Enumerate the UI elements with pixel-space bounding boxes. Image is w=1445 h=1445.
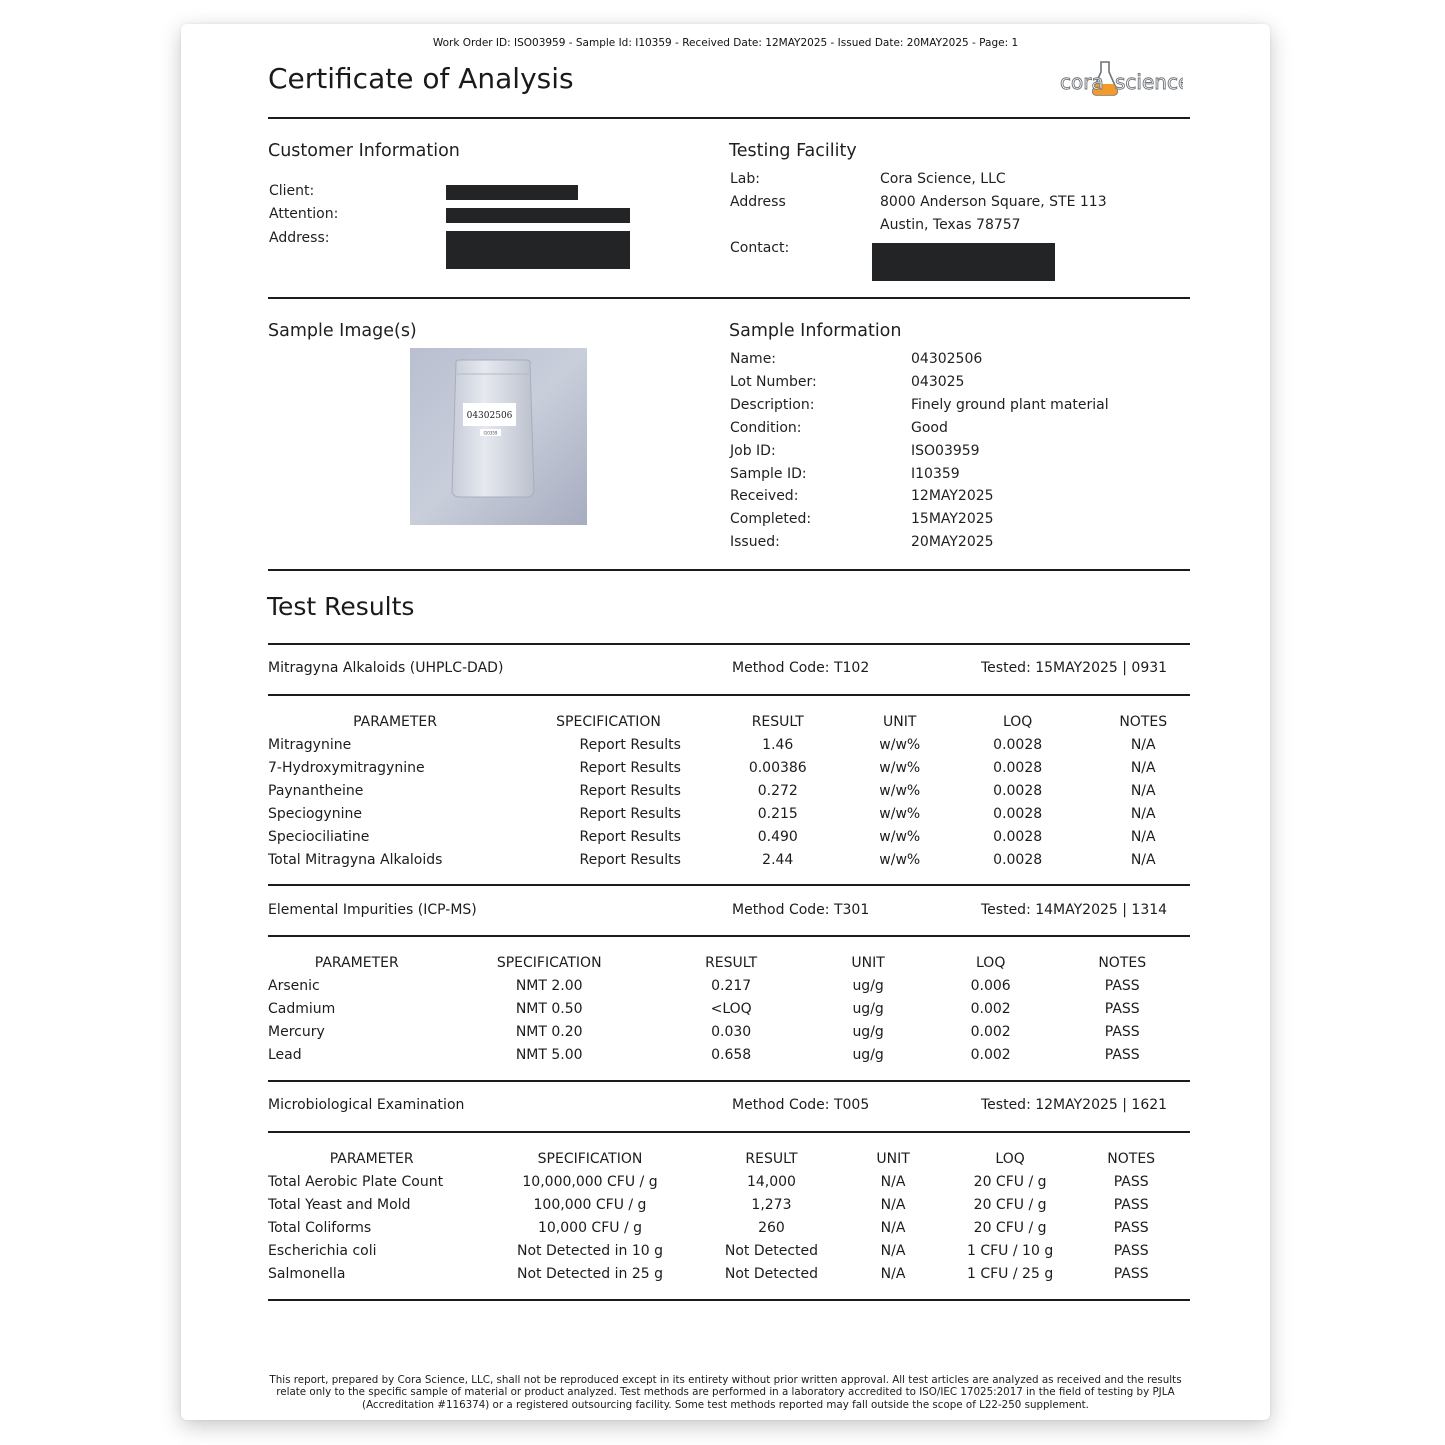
- column-header: UNIT: [876, 1150, 910, 1167]
- method-code: Method Code: T005: [732, 1097, 870, 1113]
- column-header: UNIT: [851, 954, 885, 971]
- method-code: Method Code: T102: [732, 660, 870, 676]
- column-header: RESULT: [751, 713, 804, 730]
- sample-info-value: I10359: [911, 465, 960, 482]
- test-section-name: Mitragyna Alkaloids (UHPLC-DAD): [268, 660, 504, 676]
- unit-cell: N/A: [880, 1242, 906, 1259]
- parameter-cell: Mercury: [268, 1023, 325, 1040]
- column-header: SPECIFICATION: [496, 954, 602, 971]
- table-header-row: [268, 710, 1190, 733]
- result-cell: Not Detected: [724, 1242, 819, 1259]
- results-table: [268, 710, 1190, 871]
- divider: [268, 569, 1190, 571]
- table-row: [268, 1170, 1190, 1193]
- parameter-cell: Paynantheine: [268, 782, 364, 799]
- unit-cell: w/w%: [879, 759, 921, 776]
- result-cell: 1,273: [751, 1196, 792, 1213]
- table-row: [268, 1020, 1190, 1043]
- table-row: [268, 997, 1190, 1020]
- table-row: [268, 825, 1190, 848]
- notes-cell: N/A: [1130, 805, 1156, 822]
- notes-cell: PASS: [1104, 1000, 1140, 1017]
- result-cell: 260: [758, 1219, 785, 1236]
- column-header: NOTES: [1107, 1150, 1156, 1167]
- parameter-cell: Escherichia coli: [268, 1242, 377, 1259]
- sample-info-label: Job ID:: [730, 442, 776, 459]
- result-cell: 0.215: [757, 805, 798, 822]
- specification-cell: NMT 5.00: [515, 1046, 583, 1063]
- specification-cell: NMT 0.50: [515, 1000, 583, 1017]
- specification-cell: Report Results: [579, 805, 681, 822]
- loq-cell: 0.0028: [993, 851, 1043, 868]
- sample-info-value: ISO03959: [911, 442, 980, 459]
- result-cell: Not Detected: [724, 1265, 819, 1282]
- unit-cell: ug/g: [852, 1000, 884, 1017]
- unit-cell: w/w%: [879, 851, 921, 868]
- lab-label: Lab:: [730, 171, 760, 187]
- tested-date: Tested: 15MAY2025 | 0931: [981, 660, 1168, 676]
- logo-text-science: science: [1115, 70, 1183, 94]
- column-header: PARAMETER: [353, 713, 438, 730]
- result-cell: 0.030: [711, 1023, 752, 1040]
- table-row: [268, 1239, 1190, 1262]
- table-row: [268, 848, 1190, 871]
- logo-text-cora: cora: [1060, 70, 1104, 94]
- contact-label: Contact:: [730, 240, 790, 256]
- unit-cell: ug/g: [852, 977, 884, 994]
- divider: [268, 117, 1190, 119]
- divider: [268, 297, 1190, 299]
- specification-cell: NMT 0.20: [515, 1023, 583, 1040]
- column-header: NOTES: [1098, 954, 1147, 971]
- facility-address-line1: 8000 Anderson Square, STE 113: [880, 194, 1107, 210]
- divider: [268, 935, 1190, 937]
- sample-info-label: Completed:: [730, 511, 812, 528]
- column-header: RESULT: [745, 1150, 798, 1167]
- column-header: SPECIFICATION: [556, 713, 661, 730]
- sample-info-value: 04302506: [911, 351, 983, 367]
- divider: [268, 1080, 1190, 1082]
- sample-bag-image: [410, 348, 587, 525]
- sample-info-label: Condition:: [730, 419, 802, 436]
- loq-cell: 0.002: [970, 1000, 1011, 1017]
- result-cell: 0.272: [757, 782, 798, 799]
- parameter-cell: Lead: [268, 1046, 302, 1063]
- lab-value: Cora Science, LLC: [880, 171, 1006, 187]
- divider: [268, 1299, 1190, 1301]
- results-table: [268, 951, 1190, 1066]
- unit-cell: N/A: [880, 1173, 906, 1190]
- address-redaction: [446, 231, 630, 269]
- divider: [268, 884, 1190, 886]
- table-row: [268, 974, 1190, 997]
- result-cell: 2.44: [762, 851, 794, 868]
- table-row: [268, 779, 1190, 802]
- loq-cell: 0.0028: [993, 736, 1043, 753]
- loq-cell: 0.006: [970, 977, 1011, 994]
- test-section-name: Microbiological Examination: [268, 1097, 465, 1113]
- result-cell: 0.00386: [748, 759, 807, 776]
- client-redaction: [446, 185, 578, 200]
- unit-cell: N/A: [880, 1265, 906, 1282]
- sample-info-value: 12MAY2025: [911, 488, 994, 505]
- tested-date: Tested: 14MAY2025 | 1314: [981, 902, 1168, 918]
- notes-cell: PASS: [1113, 1219, 1149, 1236]
- loq-cell: 0.0028: [993, 805, 1043, 822]
- unit-cell: N/A: [880, 1219, 906, 1236]
- column-header: UNIT: [883, 713, 917, 730]
- column-header: NOTES: [1119, 713, 1168, 730]
- results-table: [268, 1147, 1190, 1285]
- result-cell: 0.490: [757, 828, 798, 845]
- notes-cell: PASS: [1104, 1023, 1140, 1040]
- specification-cell: Report Results: [579, 736, 681, 753]
- client-label: Client:: [269, 183, 315, 199]
- loq-cell: 20 CFU / g: [973, 1173, 1047, 1190]
- customer-info-heading: Customer Information: [268, 141, 460, 161]
- table-row: [268, 733, 1190, 756]
- column-header: LOQ: [976, 954, 1006, 971]
- table-row: [268, 756, 1190, 779]
- disclaimer-footer: This report, prepared by Cora Science, LLC, shall not be reproduced except in its entirety without prior written approval. All test articles are analyzed as received and the results relate only to the specific sample of material or product analyzed. Test methods are performed in a laboratory accredited to ISO/IEC 17025:2017 in the field of testing by PJLA (Accreditation #116374) or a registered outsourcing facility. Some test methods reported may fall outside the scope of L22-250 supplement.: [269, 1374, 1182, 1411]
- column-header: RESULT: [705, 954, 758, 971]
- parameter-cell: Total Aerobic Plate Count: [268, 1173, 444, 1190]
- parameter-cell: Mitragynine: [268, 736, 352, 753]
- column-header: LOQ: [995, 1150, 1025, 1167]
- loq-cell: 0.0028: [993, 782, 1043, 799]
- sample-info-label: Received:: [730, 488, 799, 505]
- table-row: [268, 802, 1190, 825]
- loq-cell: 0.0028: [993, 759, 1043, 776]
- divider: [268, 643, 1190, 645]
- result-cell: 0.217: [711, 977, 752, 994]
- test-results-heading: Test Results: [267, 592, 415, 621]
- table-header-row: [268, 1147, 1190, 1170]
- sample-info-label: Description:: [730, 396, 815, 413]
- page-title: Certificate of Analysis: [268, 62, 574, 95]
- specification-cell: Report Results: [579, 782, 681, 799]
- certificate-page: [181, 24, 1270, 1420]
- work-order-line: Work Order ID: ISO03959 - Sample Id: I10359 - Received Date: 12MAY2025 - Issued Date: 20MAY2025 - Page: 1: [432, 37, 1019, 49]
- result-cell: 0.658: [711, 1046, 752, 1063]
- testing-facility-heading: Testing Facility: [729, 141, 857, 161]
- table-row: [268, 1193, 1190, 1216]
- result-cell: <LOQ: [710, 1000, 752, 1017]
- facility-address-line2: Austin, Texas 78757: [880, 217, 1021, 233]
- parameter-cell: Speciogynine: [268, 805, 362, 822]
- divider: [268, 1131, 1190, 1133]
- sample-info-label: Name:: [730, 351, 777, 367]
- specification-cell: NMT 2.00: [515, 977, 583, 994]
- bag-label-text: 04302506: [466, 411, 513, 421]
- specification-cell: Report Results: [579, 851, 681, 868]
- divider: [268, 694, 1190, 696]
- loq-cell: 20 CFU / g: [973, 1196, 1047, 1213]
- attention-label: Attention:: [269, 206, 339, 222]
- parameter-cell: Total Mitragyna Alkaloids: [268, 851, 443, 868]
- parameter-cell: Arsenic: [268, 977, 320, 994]
- result-cell: 14,000: [746, 1173, 796, 1190]
- specification-cell: Report Results: [579, 828, 681, 845]
- sample-info-label: Sample ID:: [730, 465, 807, 482]
- sample-photo[interactable]: [410, 348, 587, 525]
- method-code: Method Code: T301: [732, 902, 870, 918]
- specification-cell: Not Detected in 25 g: [517, 1265, 663, 1282]
- table-header-row: [268, 951, 1190, 974]
- sample-info-value: Good: [911, 419, 948, 436]
- loq-cell: 1 CFU / 25 g: [967, 1265, 1054, 1282]
- specification-cell: 10,000,000 CFU / g: [522, 1173, 658, 1190]
- unit-cell: w/w%: [879, 828, 921, 845]
- parameter-cell: 7-Hydroxymitragynine: [268, 759, 425, 776]
- notes-cell: N/A: [1130, 851, 1156, 868]
- test-section-name: Elemental Impurities (ICP-MS): [268, 902, 477, 918]
- notes-cell: N/A: [1130, 736, 1156, 753]
- sample-info-heading: Sample Information: [729, 321, 902, 341]
- sample-info-label: Issued:: [730, 534, 780, 551]
- address-label: Address:: [269, 230, 330, 246]
- unit-cell: w/w%: [879, 805, 921, 822]
- unit-cell: w/w%: [879, 736, 921, 753]
- parameter-cell: Cadmium: [268, 1000, 336, 1017]
- notes-cell: PASS: [1104, 1046, 1140, 1063]
- unit-cell: ug/g: [852, 1023, 884, 1040]
- parameter-cell: Salmonella: [268, 1265, 346, 1282]
- notes-cell: PASS: [1113, 1173, 1149, 1190]
- facility-address-label: Address: [730, 194, 786, 210]
- notes-cell: PASS: [1113, 1242, 1149, 1259]
- sample-info-value: 043025: [911, 373, 965, 390]
- notes-cell: PASS: [1104, 977, 1140, 994]
- loq-cell: 0.002: [970, 1023, 1011, 1040]
- sample-info-value: Finely ground plant material: [911, 396, 1109, 413]
- specification-cell: 10,000 CFU / g: [537, 1219, 642, 1236]
- notes-cell: N/A: [1130, 828, 1156, 845]
- parameter-cell: Total Yeast and Mold: [268, 1196, 411, 1213]
- loq-cell: 0.0028: [993, 828, 1043, 845]
- column-header: SPECIFICATION: [537, 1150, 643, 1167]
- specification-cell: 100,000 CFU / g: [533, 1196, 647, 1213]
- specification-cell: Report Results: [579, 759, 681, 776]
- table-row: [268, 1216, 1190, 1239]
- tested-date: Tested: 12MAY2025 | 1621: [981, 1097, 1168, 1113]
- sample-info-value: 15MAY2025: [911, 511, 994, 528]
- column-header: PARAMETER: [314, 954, 399, 971]
- parameter-cell: Speciociliatine: [268, 828, 370, 845]
- notes-cell: N/A: [1130, 782, 1156, 799]
- loq-cell: 0.002: [970, 1046, 1011, 1063]
- parameter-cell: Total Coliforms: [268, 1219, 372, 1236]
- bag-sublabel-text: I10359: [483, 430, 498, 436]
- table-row: [268, 1262, 1190, 1285]
- flask-logo-icon: [1059, 60, 1183, 100]
- unit-cell: ug/g: [852, 1046, 884, 1063]
- unit-cell: w/w%: [879, 782, 921, 799]
- table-row: [268, 1043, 1190, 1066]
- column-header: PARAMETER: [329, 1150, 414, 1167]
- attention-redaction: [446, 208, 630, 223]
- notes-cell: PASS: [1113, 1196, 1149, 1213]
- specification-cell: Not Detected in 10 g: [517, 1242, 663, 1259]
- contact-redaction: [872, 243, 1055, 281]
- unit-cell: N/A: [880, 1196, 906, 1213]
- notes-cell: PASS: [1113, 1265, 1149, 1282]
- cora-science-logo: [1059, 60, 1183, 100]
- sample-info-label: Lot Number:: [730, 373, 817, 390]
- loq-cell: 20 CFU / g: [973, 1219, 1047, 1236]
- sample-image-heading: Sample Image(s): [268, 321, 417, 341]
- notes-cell: N/A: [1130, 759, 1156, 776]
- column-header: LOQ: [1002, 713, 1033, 730]
- loq-cell: 1 CFU / 10 g: [967, 1242, 1054, 1259]
- sample-info-value: 20MAY2025: [911, 534, 994, 551]
- result-cell: 1.46: [762, 736, 794, 753]
